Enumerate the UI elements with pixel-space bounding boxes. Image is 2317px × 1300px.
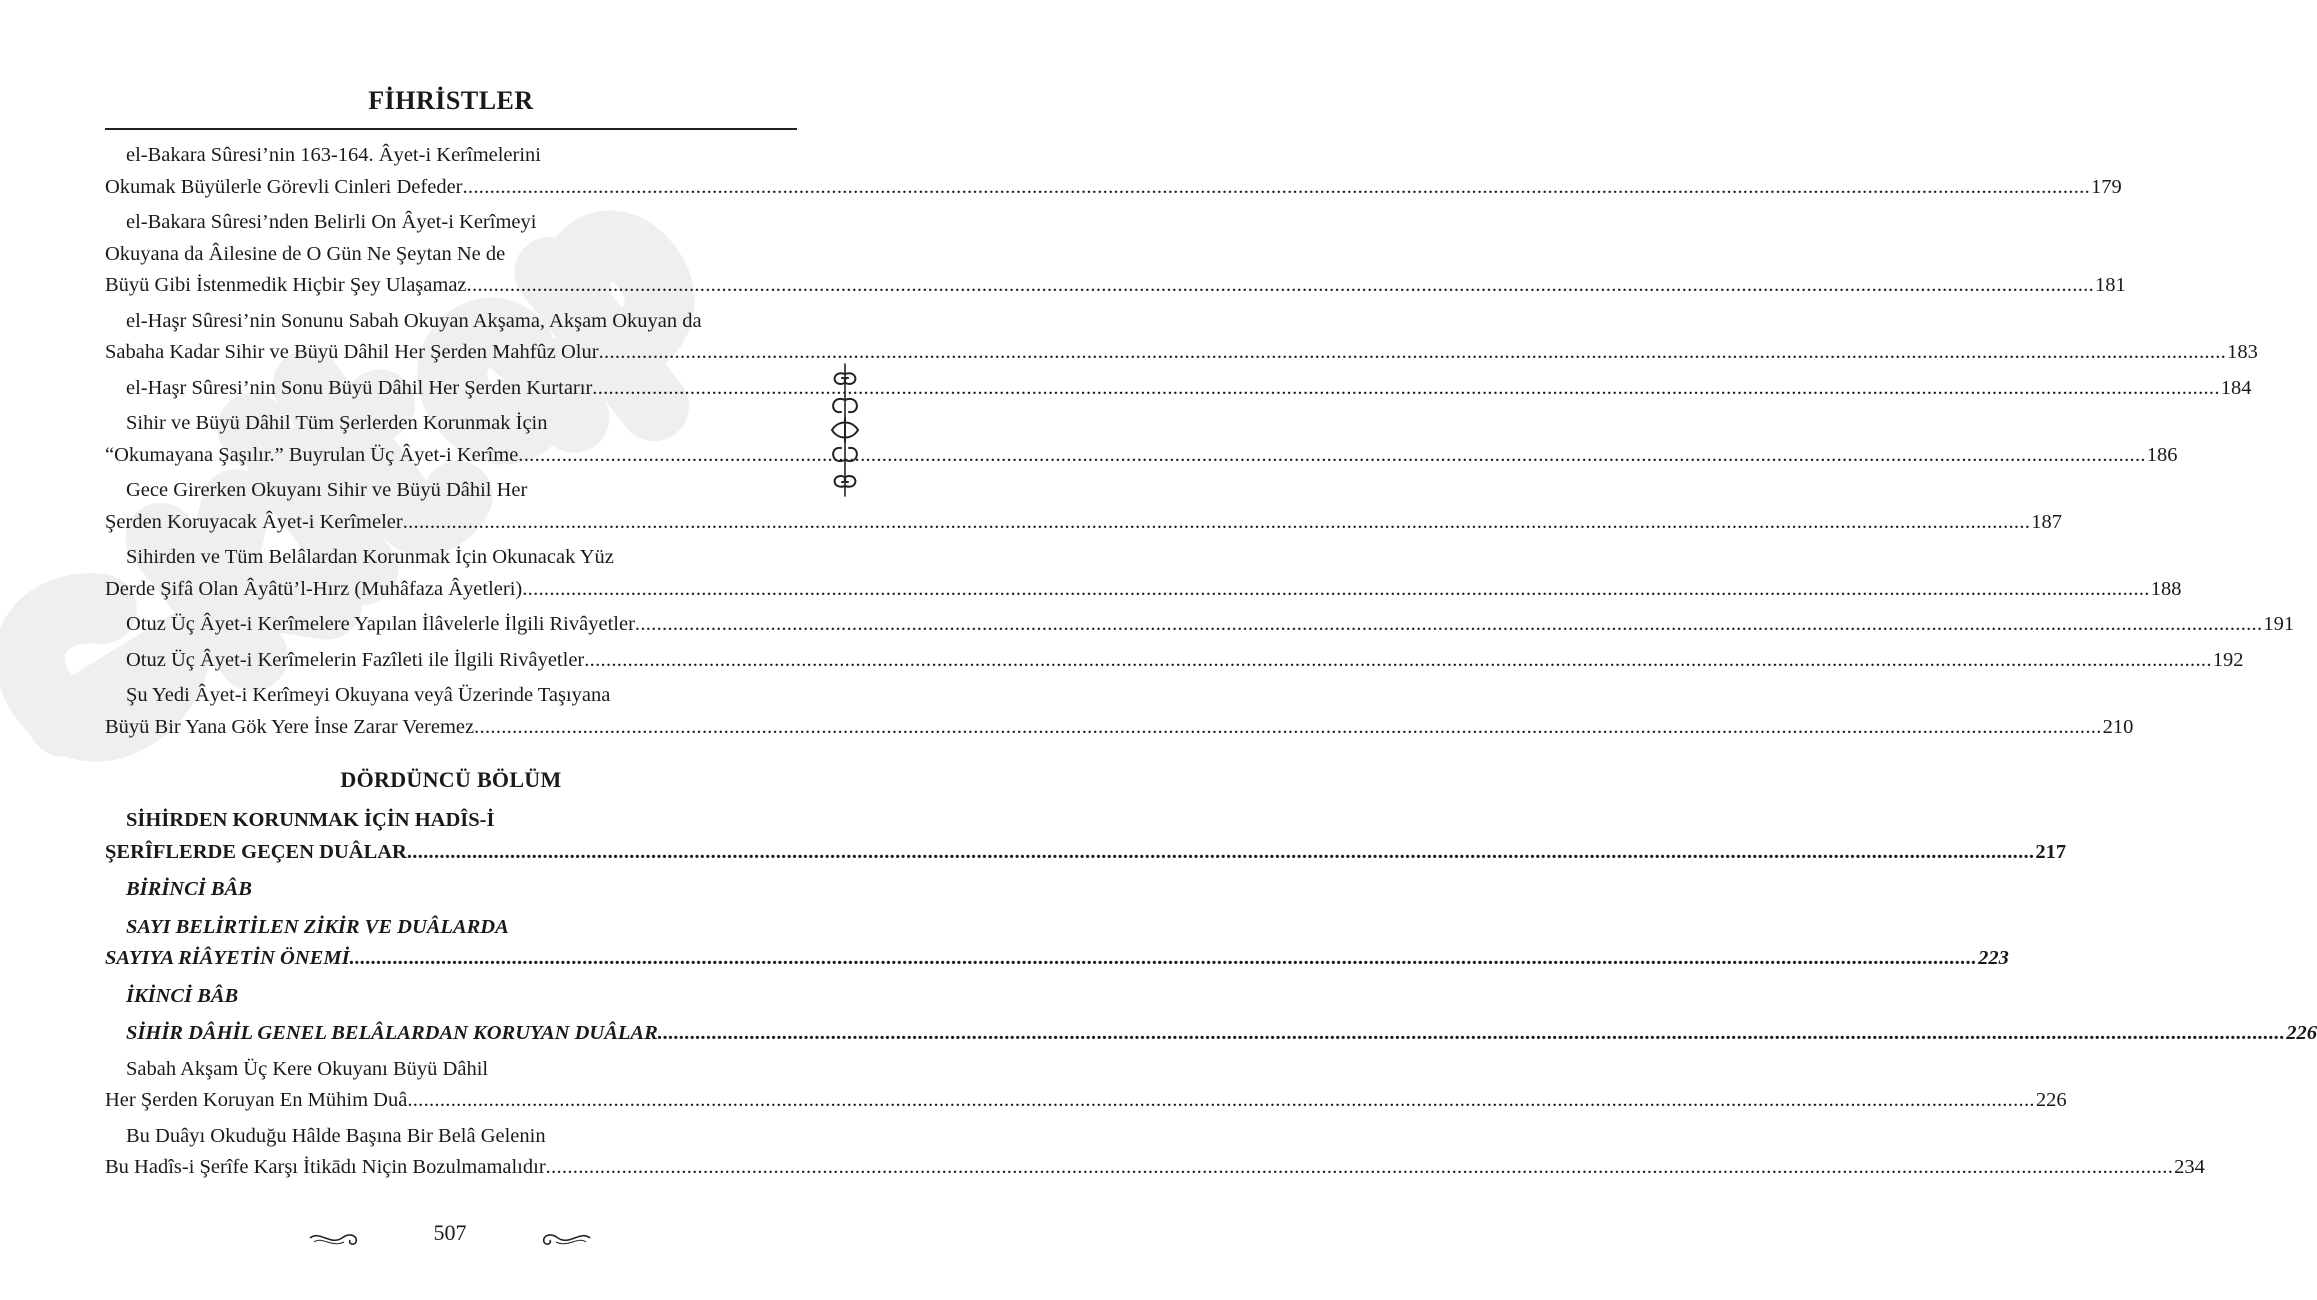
toc-entry-line: el-Haşr Sûresi’nin Sonu Büyü Dâhil Her Şerden Kurtarır (126, 376, 593, 399)
toc-page-number: 234 (2174, 1156, 2205, 1178)
toc-entry-line: “Okumayana Şaşılır.” Buyrulan Üç Âyet-i Kerîme (105, 443, 519, 466)
toc-entry[interactable] (105, 609, 2295, 641)
toc-page-number: 226 (2286, 1022, 2317, 1044)
toc-entry[interactable] (105, 805, 2067, 868)
dot-leader: ............................................................................................................................................................................................................................................................................................................ (518, 443, 2146, 466)
dot-leader: ............................................................................................................................................................................................................................................................................................................ (466, 274, 2095, 296)
bab1-entry-slot (105, 912, 2009, 975)
toc-entry[interactable] (105, 680, 2134, 743)
toc-entry[interactable] (105, 373, 2252, 405)
toc-entry-line: SAYI BELİRTİLEN ZİKİR VE DUÂLARDA (126, 915, 509, 938)
toc-entry-line: Otuz Üç Âyet-i Kerîmelere Yapılan İlâvelerle İlgili Rivâyetler (126, 613, 635, 635)
toc-entry[interactable] (105, 207, 2126, 302)
toc-entry[interactable] (105, 1054, 2067, 1117)
dot-leader: ............................................................................................................................................................................................................................................................................................................ (474, 715, 2102, 738)
toc-entry-line: SİHİR DÂHİL GENEL BELÂLARDAN KORUYAN DUÂLAR (126, 1022, 658, 1044)
toc-entry[interactable] (105, 475, 2062, 538)
toc-group-verses (105, 140, 2295, 743)
toc-entry-line: ŞERÎFLERDE GEÇEN DUÂLAR (105, 840, 407, 863)
dot-leader: ............................................................................................................................................................................................................................................................................................................ (402, 510, 2031, 533)
toc-entry-line: Sabaha Kadar Sihir ve Büyü Dâhil Her Şerden Mahfûz Olur (105, 341, 599, 363)
toc-page-number: 179 (2091, 175, 2122, 198)
dot-leader: ............................................................................................................................................................................................................................................................................................................ (592, 376, 2220, 399)
toc-entry-line: Sihir ve Büyü Dâhil Tüm Şerlerden Korunmak İçin (126, 412, 548, 434)
dot-leader: ............................................................................................................................................................................................................................................................................................................ (584, 648, 2212, 671)
bab1-heading: BİRİNCİ BÂB (126, 878, 252, 900)
toc-page-number: 187 (2031, 510, 2062, 533)
dot-leader: ............................................................................................................................................................................................................................................................................................................ (462, 175, 2090, 198)
dot-leader: ............................................................................................................................................................................................................................................................................................................ (634, 613, 2263, 635)
toc-page-number: 184 (2220, 376, 2252, 399)
toc-entry[interactable] (105, 408, 2178, 471)
toc-page-number: 192 (2212, 648, 2244, 671)
toc-entry-line: Sihirden ve Tüm Belâlardan Korunmak İçin Okunacak Yüz (126, 546, 614, 568)
dot-leader: ............................................................................................................................................................................................................................................................................................................ (545, 1156, 2174, 1178)
toc-entry-line: SAYIYA RİÂYETİN ÖNEMİ (105, 947, 350, 969)
dot-leader: ............................................................................................................................................................................................................................................................................................................ (406, 840, 2035, 863)
toc-entry[interactable] (105, 912, 2009, 975)
toc-entry-line: Okuyana da Âilesine de O Gün Ne Şeytan Ne de (105, 242, 506, 265)
toc-entry-line: Gece Girerken Okuyanı Sihir ve Büyü Dâhil Her (126, 479, 528, 501)
toc-entry[interactable] (105, 1121, 2205, 1184)
dot-leader: ............................................................................................................................................................................................................................................................................................................ (407, 1089, 2035, 1111)
toc-entry-line: Derde Şifâ Olan Âyâtü’l-Hırz (Muhâfaza Âyetleri) (105, 577, 523, 600)
toc-entry-line: el-Bakara Sûresi’nin 163-164. Âyet-i Kerîmelerini (126, 144, 541, 166)
toc-entry-line: Bu Duâyı Okuduğu Hâlde Başına Bir Belâ Gelenin (126, 1124, 546, 1147)
page-number: 507 (433, 1220, 467, 1245)
toc-page-number: 217 (2035, 840, 2067, 863)
toc-entry[interactable] (105, 306, 2258, 369)
toc-entry-line: el-Bakara Sûresi’nden Belirli On Âyet-i Kerîmeyi (126, 211, 537, 233)
toc-page-number: 188 (2150, 577, 2182, 600)
toc-entry[interactable] (105, 645, 2244, 677)
toc-entry-line: Otuz Üç Âyet-i Kerîmelerin Fazîleti ile İlgili Rivâyetler (126, 648, 585, 671)
title-rule (105, 128, 797, 130)
toc-page-number: 210 (2102, 715, 2134, 738)
toc-entry-line: SİHİRDEN KORUNMAK İÇİN HADÎS-İ (126, 809, 495, 831)
table-of-contents (105, 140, 2317, 1188)
toc-page-number: 191 (2263, 613, 2295, 635)
toc-entry[interactable] (105, 140, 2122, 203)
toc-group-prayers (105, 1054, 2205, 1184)
toc-entry-line: Okumak Büyülerle Görevli Cinleri Defeder (105, 175, 463, 198)
dot-leader: ............................................................................................................................................................................................................................................................................................................ (657, 1022, 2286, 1044)
toc-entry-line: Şerden Koruyacak Âyet-i Kerîmeler (105, 510, 403, 533)
toc-page-number: 223 (1978, 947, 2009, 969)
page-title: FİHRİSTLER (368, 86, 534, 115)
toc-page-number: 181 (2095, 274, 2126, 296)
toc-page-number: 183 (2227, 341, 2258, 363)
right-swash-ornament-icon (540, 1226, 592, 1250)
dot-leader: ............................................................................................................................................................................................................................................................................................................ (349, 947, 1978, 969)
bab2-heading: İKİNCİ BÂB (126, 984, 239, 1007)
toc-page-number: 186 (2146, 443, 2178, 466)
toc-entry-line: Büyü Gibi İstenmedik Hiçbir Şey Ulaşamaz (105, 274, 467, 296)
toc-entry-line: Bu Hadîs-i Şerîfe Karşı İtikādı Niçin Bozulmamalıdır (105, 1156, 546, 1178)
toc-entry[interactable] (105, 1018, 2317, 1050)
toc-entry-line: Sabah Akşam Üç Kere Okuyanı Büyü Dâhil (126, 1057, 489, 1080)
bab2-entry-slot (105, 1018, 2317, 1050)
chapter-entry-slot (105, 805, 2067, 868)
toc-entry-line: Şu Yedi Âyet-i Kerîmeyi Okuyana veyâ Üzerinde Taşıyana (126, 684, 611, 706)
dot-leader: ............................................................................................................................................................................................................................................................................................................ (598, 341, 2227, 363)
toc-entry[interactable] (105, 542, 2182, 605)
toc-entry-line: Her Şerden Koruyan En Mühim Duâ (105, 1089, 408, 1111)
toc-entry-line: Büyü Bir Yana Gök Yere İnse Zarar Veremez (105, 715, 475, 738)
toc-entry-line: el-Haşr Sûresi’nin Sonunu Sabah Okuyan Akşama, Akşam Okuyan da (126, 309, 702, 332)
page-footer (0, 1218, 900, 1258)
section-heading: DÖRDÜNCÜ BÖLÜM (340, 767, 562, 792)
toc-page-number: 226 (2035, 1089, 2067, 1111)
dot-leader: ............................................................................................................................................................................................................................................................................................................ (522, 577, 2150, 600)
